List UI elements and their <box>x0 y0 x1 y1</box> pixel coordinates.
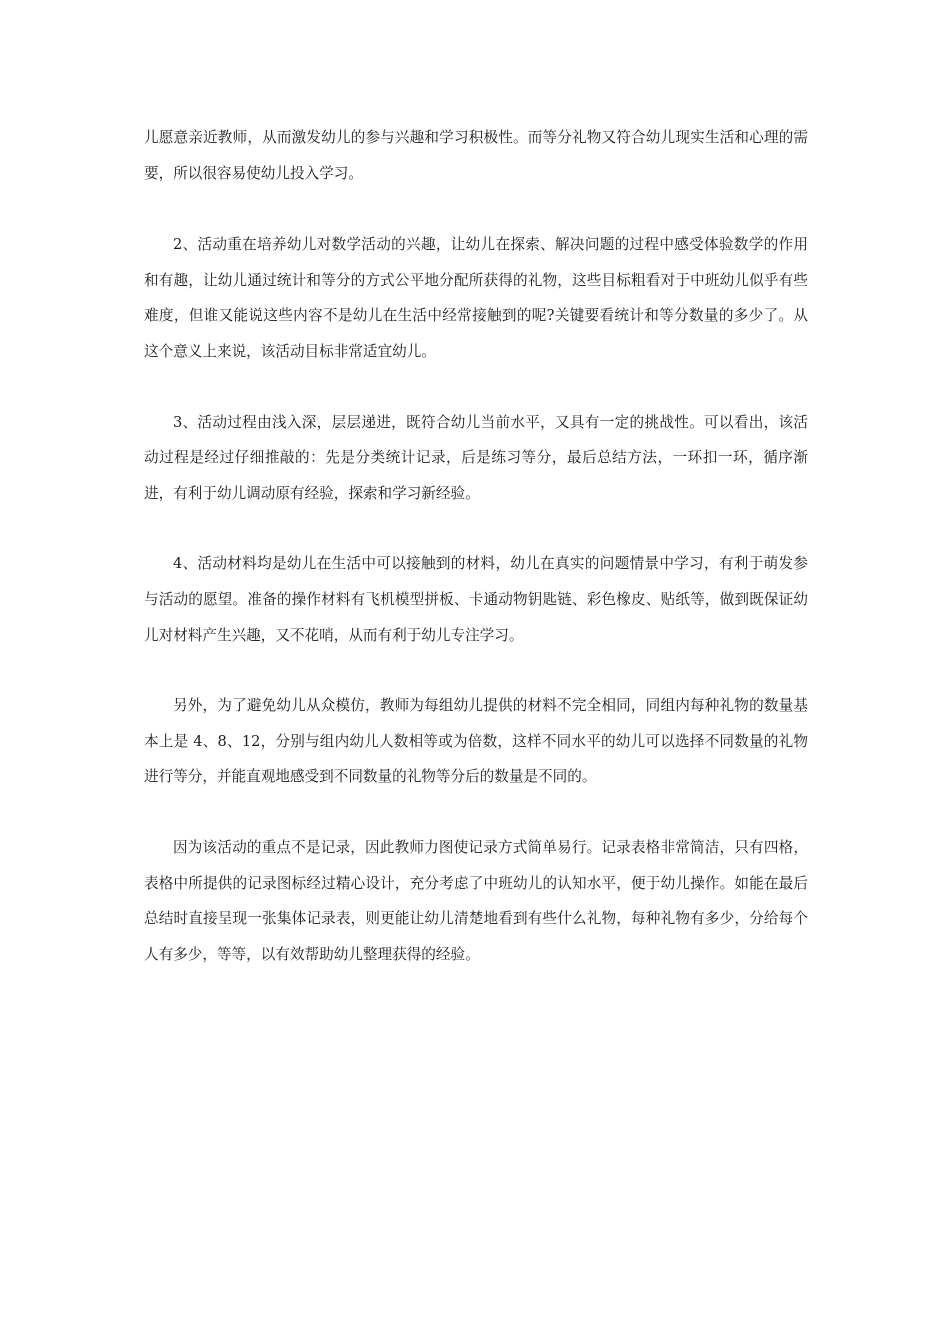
paragraph-additionally: 另外，为了避免幼儿从众模仿，教师为每组幼儿提供的材料不完全相同，同组内每种礼物的数量基本上是 4、8、12，分别与组内幼儿人数相等或为倍数，这样不同水平的幼儿可以选择不同数量的礼物进行等分，并能直观地感受到不同数量的礼物等分后的数量是不同的。 <box>144 697 808 786</box>
paragraph-point-4: 4、活动材料均是幼儿在生活中可以接触到的材料，幼儿在真实的问题情景中学习，有利于萌发参与活动的愿望。准备的操作材料有飞机模型拼板、卡通动物钥匙链、彩色橡皮、贴纸等，做到既保证幼儿对材料产生兴趣，又不花哨，从而有利于幼儿专注学习。 <box>144 555 808 644</box>
paragraph-recording: 因为该活动的重点不是记录，因此教师力图使记录方式简单易行。记录表格非常简洁，只有四格，表格中所提供的记录图标经过精心设计，充分考虑了中班幼儿的认知水平，便于幼儿操作。如能在最后总结时直接呈现一张集体记录表，则更能让幼儿清楚地看到有些什么礼物，每种礼物有多少，分给每个人有多少，等等，以有效帮助幼儿整理获得的经验。 <box>144 838 808 963</box>
document-body <box>144 120 808 972</box>
paragraph-point-2: 2、活动重在培养幼儿对数学活动的兴趣，让幼儿在探索、解决问题的过程中感受体验数学的作用和有趣，让幼儿通过统计和等分的方式公平地分配所获得的礼物，这些目标粗看对于中班幼儿似乎有些难度，但谁又能说这些内容不是幼儿在生活中经常接触到的呢?关键要看统计和等分数量的多少了。从这个意义上来说，该活动目标非常适宜幼儿。 <box>144 236 808 360</box>
paragraph-continuation: 儿愿意亲近教师，从而激发幼儿的参与兴趣和学习积极性。而等分礼物又符合幼儿现实生活和心理的需要，所以很容易使幼儿投入学习。 <box>144 129 808 182</box>
paragraph-point-3: 3、活动过程由浅入深，层层递进，既符合幼儿当前水平，又具有一定的挑战性。可以看出，该活动过程是经过仔细推敲的：先是分类统计记录，后是练习等分，最后总结方法，一环扣一环，循序渐进，有利于幼儿调动原有经验，探索和学习新经验。 <box>144 413 808 502</box>
